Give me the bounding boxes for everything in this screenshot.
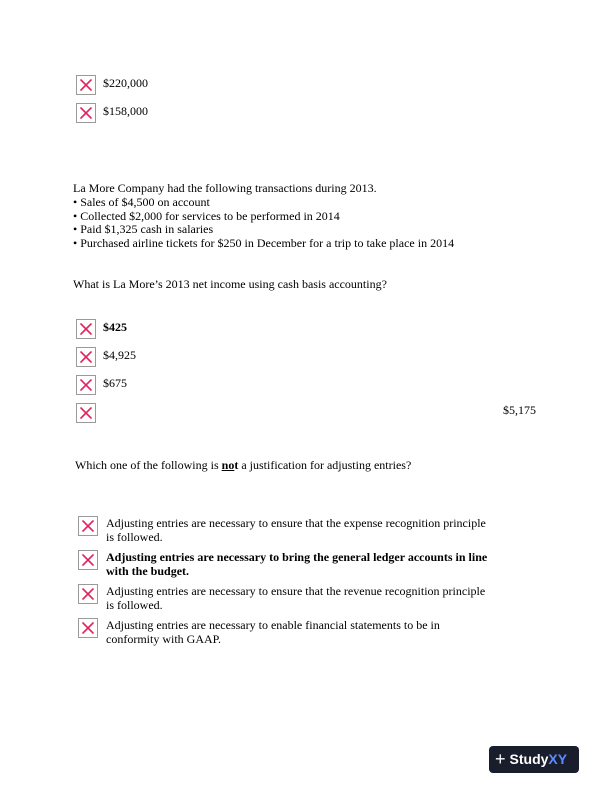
q2-option-d: Adjusting entries are necessary to enable financial statements to be in conformity with GAAP. [106, 618, 440, 646]
q2-question-pre: Which one of the following is [75, 458, 222, 472]
x-mark-icon [82, 520, 94, 532]
logo-text-study: Study [509, 751, 549, 767]
x-mark-icon [82, 554, 94, 566]
logo-text-xy: XY [548, 751, 568, 767]
q2-option-a: Adjusting entries are necessary to ensure that the expense recognition principle is followed. [106, 516, 486, 544]
q0-option-b: $158,000 [103, 104, 148, 118]
q2-question [75, 458, 411, 472]
q1-bullet: • Collected $2,000 for services to be performed in 2014 [73, 209, 340, 223]
answer-wrong-icon-q1-b [76, 347, 96, 367]
q1-option-b: $4,925 [103, 348, 136, 362]
q2-question-emphasis-rest: t [234, 458, 239, 472]
q1-question: What is La More’s 2013 net income using cash basis accounting? [73, 277, 387, 291]
answer-wrong-icon-q1-d [76, 403, 96, 423]
x-mark-icon [82, 588, 94, 600]
x-mark-icon [80, 323, 92, 335]
x-mark-icon [80, 107, 92, 119]
studyxy-logo[interactable] [489, 746, 579, 773]
q1-bullet: • Purchased airline tickets for $250 in December for a trip to take place in 2014 [73, 236, 455, 250]
q2-option-c: Adjusting entries are necessary to ensure that the revenue recognition principle is followed. [106, 584, 486, 612]
q1-intro: La More Company had the following transactions during 2013. [73, 181, 377, 195]
answer-wrong-icon-q2-a [78, 516, 98, 536]
q1-option-c: $675 [103, 376, 127, 390]
answer-wrong-icon-q2-d [78, 618, 98, 638]
q2-question-emphasis: no [221, 458, 235, 472]
q1-bullet: • Paid $1,325 cash in salaries [73, 222, 214, 236]
plus-icon: + [495, 749, 506, 769]
answer-wrong-icon-q0-a [76, 75, 96, 95]
q1-bullet: • Sales of $4,500 on account [73, 195, 210, 209]
x-mark-icon [80, 407, 92, 419]
q2-question-post: a justification for adjusting entries? [238, 458, 412, 472]
q1-option-a-selected: $425 [103, 320, 127, 334]
answer-wrong-icon-q1-c [76, 375, 96, 395]
x-mark-icon [80, 79, 92, 91]
x-mark-icon [80, 351, 92, 363]
answer-wrong-icon-q0-b [76, 103, 96, 123]
answer-wrong-icon-q2-c [78, 584, 98, 604]
q1-option-d: $5,175 [503, 403, 536, 417]
answer-wrong-icon-q2-b [78, 550, 98, 570]
x-mark-icon [80, 379, 92, 391]
q0-option-a: $220,000 [103, 76, 148, 90]
x-mark-icon [82, 622, 94, 634]
answer-wrong-icon-q1-a [76, 319, 96, 339]
q2-option-b-selected: Adjusting entries are necessary to bring the general ledger accounts in line with the budget. [106, 550, 488, 578]
